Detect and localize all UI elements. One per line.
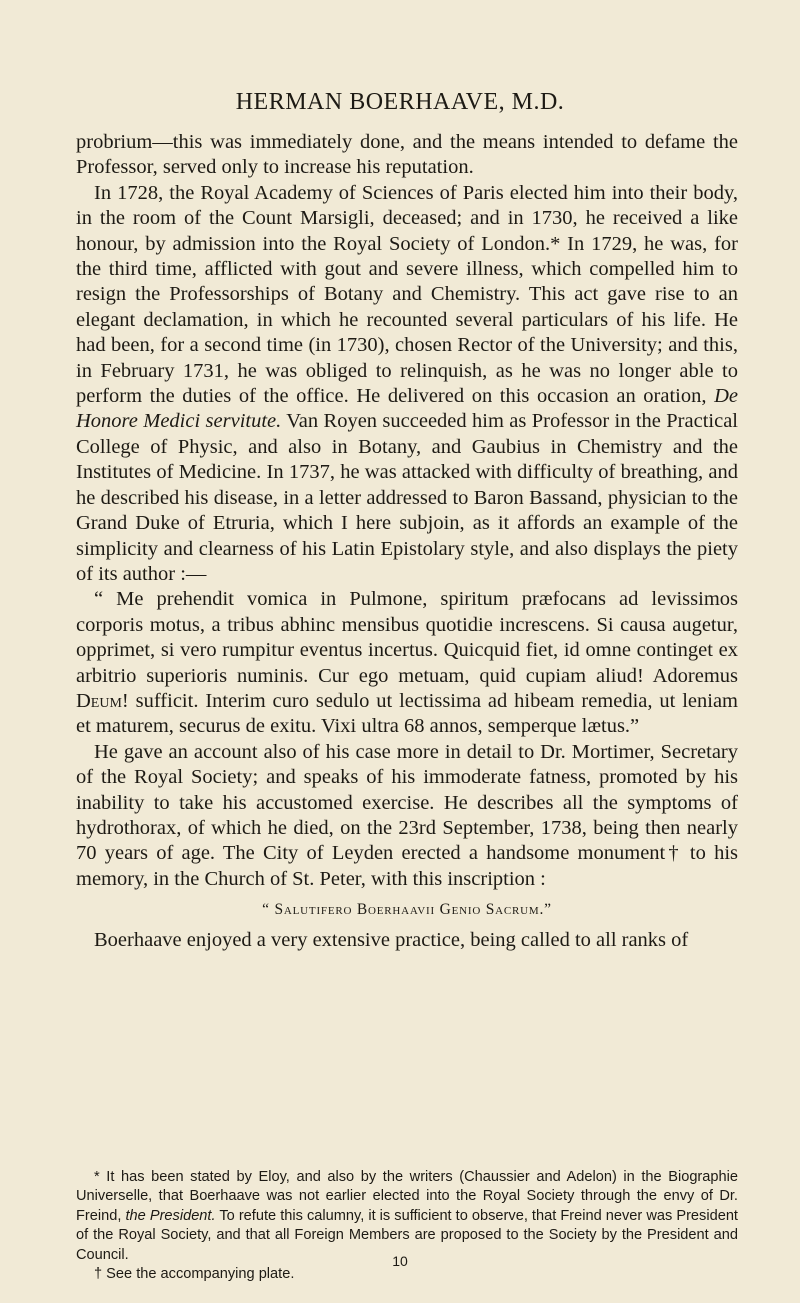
page-number: 10 [392,1253,408,1269]
quote-deum: Deum [76,689,122,712]
footnote-text: To refute this calumny, it is sufficient to observe, that Freind never was President of the Royal Society, and that all Foreign Members are proposed to the Society by the President and Council. [76,1207,738,1263]
running-head: HERMAN BOERHAAVE, M.D. [235,89,565,115]
paragraph-text: In 1728, the Royal Academy of Sciences of Paris elected him into their body, in the room of the Count Marsigli, deceased; and in 1730, he received a like honour, by admission into the Royal Society of London.* In 1729, he was, for the third time, afflicted with gout and severe illness, which compelled him to resign the Professorships of Botany and Chemistry. This act gave rise to an elegant declamation, in which he recounted several particulars of his life. He had been, for a second time (in 1730), chosen Rector of the University; and this, in February 1731, he was obliged to relinquish, as he was no longer able to perform the duties of the office. He delivered on this occasion an oration, [76,181,738,408]
latin-letter-quote [76,587,738,739]
paragraph-continuation: probrium—this was immediately done, and the means intended to defame the Professor, served only to increase his reputation. [76,131,738,179]
footnote-plate: † See the accompanying plate. [94,1266,295,1283]
footnote-title: the President. [125,1207,216,1224]
footnote-royal-society [76,1168,738,1265]
footnote-text: * It has been stated by Eloy, and also by the writers (Chaussier and Adelon) in the Biographie Universelle, that Boerhaave was not earlier elected into the Royal Society through the envy of Dr. Freind, [76,1169,738,1224]
paragraph-academy-honours [76,181,738,588]
oration-title: De Honore Medici servitute. [76,385,738,433]
paragraph-practice: Boerhaave enjoyed a very extensive practice, being called to all ranks of [94,929,689,952]
paragraph-final-illness: He gave an account also of his case more in detail to Dr. Mortimer, Secretary of the Royal Society; and speaks of his immoderate fatness, promoted by his inability to take his accustomed exercise. He describes all the symptoms of hydrothorax, of which he died, on the 23rd September, 1738, being then nearly 70 years of age. The City of Leyden erected a handsome monument† to his memory, in the Church of St. Peter, with this inscription : [76,740,738,890]
quote-text: ! sufficit. Interim curo sedulo ut lectissima ad hibeam remedia, ut leniam et maturem, securus de exitu. Vixi ultra 68 annos, semperque lætus.” [76,689,738,738]
body-text [76,130,738,954]
monument-inscription: “ Salutifero Boerhaavii Genio Sacrum.” [262,901,552,919]
quote-text: “ Me prehendit vomica in Pulmone, spiritum præfocans ad levissimos corporis motus, a tribus abhinc mensibus quotidie increscens. Si causa augetur, opprimet, si vero rumpitur eventus incertus. Quicquid fiet, id omne continget ex arbitrio superioris numinis. Cur ego metuam, quid cupiam aliud! Adoremus [76,588,738,687]
paragraph-text: Van Royen succeeded him as Professor in the Practical College of Physic, and also in Botany, and Gaubius in Chemistry and the Institutes of Medicine. In 1737, he was attacked with difficulty of breathing, and he described his disease, in a letter addressed to Baron Bassand, physician to the Grand Duke of Etruria, which I here subjoin, as it affords an example of the simplicity and clearness of his Latin Epistolary style, and also displays the piety of its author :— [76,410,738,585]
